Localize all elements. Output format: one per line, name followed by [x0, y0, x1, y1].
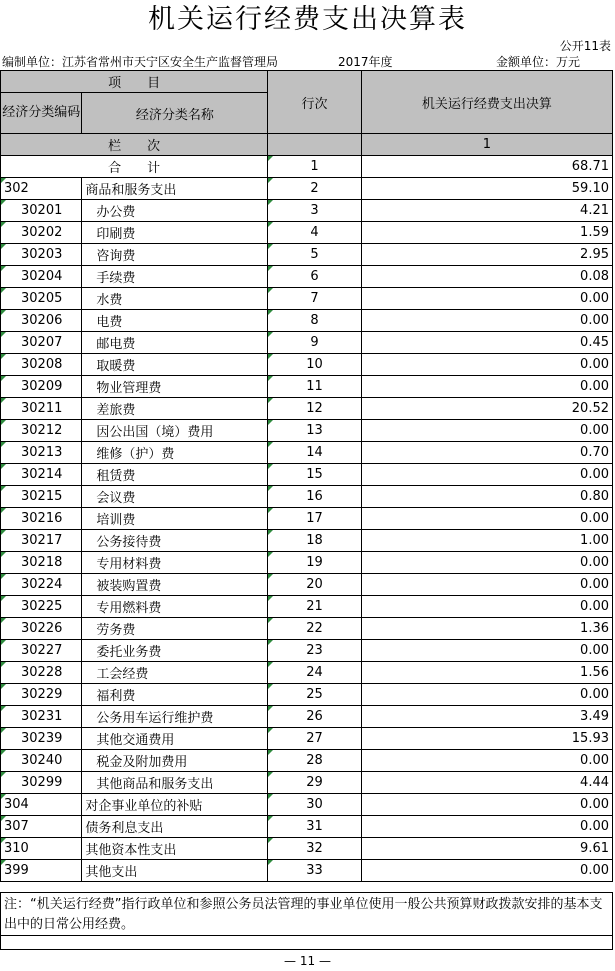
table-row: [1, 442, 613, 464]
row-amount: 20.52: [361, 398, 612, 420]
row-amount: 0.00: [361, 684, 612, 706]
table-row: [1, 684, 613, 706]
row-code: 30202: [1, 222, 82, 244]
row-name: 债务利息支出: [82, 816, 268, 838]
row-code: 30229: [1, 684, 82, 706]
table-row: [1, 310, 613, 332]
row-amount: 59.10: [361, 178, 612, 200]
row-code: 30218: [1, 552, 82, 574]
row-code: 30240: [1, 750, 82, 772]
row-code: 30215: [1, 486, 82, 508]
row-amount: 0.00: [361, 288, 612, 310]
table-row: [1, 354, 613, 376]
row-amount: 0.70: [361, 442, 612, 464]
row-code: 30201: [1, 200, 82, 222]
row-name: 工会经费: [82, 662, 268, 684]
table-row: [1, 552, 613, 574]
total-row: [1, 156, 613, 178]
total-line: 1: [268, 156, 361, 178]
lanci-label: 栏 次: [1, 134, 268, 156]
table-row: [1, 464, 613, 486]
row-line: 3: [268, 200, 361, 222]
row-code: 302: [1, 178, 82, 200]
table-row: [1, 398, 613, 420]
row-line: 15: [268, 464, 361, 486]
row-name: 委托业务费: [82, 640, 268, 662]
row-amount: 15.93: [361, 728, 612, 750]
total-label: 合 计: [1, 156, 268, 178]
row-line: 12: [268, 398, 361, 420]
table-row: [1, 288, 613, 310]
row-code: 30203: [1, 244, 82, 266]
row-line: 23: [268, 640, 361, 662]
table-row: [1, 332, 613, 354]
row-amount: 0.00: [361, 508, 612, 530]
row-name: 其他交通费用: [82, 728, 268, 750]
row-line: 24: [268, 662, 361, 684]
table-row: [1, 530, 613, 552]
row-line: 18: [268, 530, 361, 552]
table-row: [1, 772, 613, 794]
row-code: 30209: [1, 376, 82, 398]
table-number: 公开11表: [559, 39, 611, 53]
total-amount: 68.71: [361, 156, 612, 178]
row-line: 6: [268, 266, 361, 288]
row-code: 30204: [1, 266, 82, 288]
row-code: 30228: [1, 662, 82, 684]
row-amount: 1.56: [361, 662, 612, 684]
row-name: 租赁费: [82, 464, 268, 486]
row-name: 会议费: [82, 486, 268, 508]
row-code: 307: [1, 816, 82, 838]
table-row: [1, 706, 613, 728]
row-amount: 4.21: [361, 200, 612, 222]
row-amount: 1.36: [361, 618, 612, 640]
row-name: 邮电费: [82, 332, 268, 354]
row-amount: 0.00: [361, 464, 612, 486]
row-name: 物业管理费: [82, 376, 268, 398]
row-line: 33: [268, 860, 361, 882]
row-amount: 0.00: [361, 376, 612, 398]
table-row: [1, 618, 613, 640]
row-amount: 0.00: [361, 552, 612, 574]
table-row: [1, 596, 613, 618]
row-amount: 0.08: [361, 266, 612, 288]
table-row: [1, 750, 613, 772]
row-line: 4: [268, 222, 361, 244]
lanci-value: 1: [361, 134, 612, 156]
row-name: 咨询费: [82, 244, 268, 266]
table-row: [1, 376, 613, 398]
table-row: [1, 838, 613, 860]
row-code: 30212: [1, 420, 82, 442]
row-name: 专用材料费: [82, 552, 268, 574]
row-code: 30224: [1, 574, 82, 596]
row-line: 32: [268, 838, 361, 860]
table-row: [1, 794, 613, 816]
row-line: 19: [268, 552, 361, 574]
row-name: 税金及附加费用: [82, 750, 268, 772]
row-code: 399: [1, 860, 82, 882]
header-name: 经济分类名称: [82, 93, 268, 134]
row-line: 5: [268, 244, 361, 266]
table-row: [1, 640, 613, 662]
row-amount: 0.00: [361, 420, 612, 442]
table-row: [1, 486, 613, 508]
table-row: [1, 244, 613, 266]
row-name: 维修（护）费: [82, 442, 268, 464]
row-line: 17: [268, 508, 361, 530]
row-line: 31: [268, 816, 361, 838]
row-name: 差旅费: [82, 398, 268, 420]
expenditure-table: [0, 70, 613, 882]
table-row: [1, 860, 613, 882]
page-title: 机关运行经费支出决算表: [148, 4, 467, 35]
table-row: [1, 222, 613, 244]
row-line: 9: [268, 332, 361, 354]
row-line: 2: [268, 178, 361, 200]
row-line: 14: [268, 442, 361, 464]
row-name: 培训费: [82, 508, 268, 530]
row-code: 30231: [1, 706, 82, 728]
row-line: 7: [268, 288, 361, 310]
meta-row: [0, 54, 615, 70]
row-amount: 2.95: [361, 244, 612, 266]
row-code: 30299: [1, 772, 82, 794]
row-code: 30225: [1, 596, 82, 618]
row-amount: 0.00: [361, 750, 612, 772]
row-name: 因公出国（境）费用: [82, 420, 268, 442]
row-line: 26: [268, 706, 361, 728]
row-name: 公务接待费: [82, 530, 268, 552]
row-line: 29: [268, 772, 361, 794]
row-line: 8: [268, 310, 361, 332]
row-line: 13: [268, 420, 361, 442]
currency-unit: 金额单位：万元: [496, 55, 581, 69]
row-line: 20: [268, 574, 361, 596]
row-line: 22: [268, 618, 361, 640]
page-number: — 11 —: [284, 954, 331, 968]
row-code: 30207: [1, 332, 82, 354]
row-code: 30217: [1, 530, 82, 552]
header-line: 行次: [268, 71, 361, 134]
row-name: 印刷费: [82, 222, 268, 244]
table-row: [1, 420, 613, 442]
reporting-unit: 编制单位：江苏省常州市天宁区安全生产监督管理局: [2, 55, 279, 69]
fiscal-year: 2017年度: [338, 55, 393, 69]
header-item: 项 目: [1, 71, 268, 93]
row-name: 其他商品和服务支出: [82, 772, 268, 794]
row-name: 办公费: [82, 200, 268, 222]
row-code: 30211: [1, 398, 82, 420]
row-amount: 0.80: [361, 486, 612, 508]
row-name: 专用燃料费: [82, 596, 268, 618]
row-line: 21: [268, 596, 361, 618]
table-row: [1, 200, 613, 222]
lanci-empty: [268, 134, 361, 156]
row-line: 16: [268, 486, 361, 508]
row-code: 30214: [1, 464, 82, 486]
row-name: 其他资本性支出: [82, 838, 268, 860]
row-amount: 0.00: [361, 354, 612, 376]
row-code: 30206: [1, 310, 82, 332]
row-amount: 0.00: [361, 640, 612, 662]
table-row: [1, 728, 613, 750]
row-code: 30226: [1, 618, 82, 640]
row-amount: 0.00: [361, 794, 612, 816]
row-amount: 4.44: [361, 772, 612, 794]
row-name: 其他支出: [82, 860, 268, 882]
row-name: 手续费: [82, 266, 268, 288]
row-amount: 0.45: [361, 332, 612, 354]
row-code: 30227: [1, 640, 82, 662]
row-amount: 1.00: [361, 530, 612, 552]
row-name: 劳务费: [82, 618, 268, 640]
row-name: 水费: [82, 288, 268, 310]
row-line: 30: [268, 794, 361, 816]
row-name: 公务用车运行维护费: [82, 706, 268, 728]
row-code: 30216: [1, 508, 82, 530]
footnote: 注：“机关运行经费”指行政单位和参照公务员法管理的事业单位使用一般公共预算财政拨款安排的基本支出中的日常公用经费。: [0, 892, 613, 936]
row-name: 被装购置费: [82, 574, 268, 596]
row-line: 25: [268, 684, 361, 706]
row-code: 310: [1, 838, 82, 860]
table-row: [1, 508, 613, 530]
row-line: 10: [268, 354, 361, 376]
table-row: [1, 816, 613, 838]
footnote-spacer: [0, 936, 613, 950]
row-code: 30213: [1, 442, 82, 464]
row-amount: 0.00: [361, 310, 612, 332]
header-code: 经济分类编码: [1, 93, 82, 134]
table-row: [1, 662, 613, 684]
row-name: 福利费: [82, 684, 268, 706]
row-line: 28: [268, 750, 361, 772]
table-row: [1, 178, 613, 200]
header-amount: 机关运行经费支出决算: [361, 71, 612, 134]
row-name: 取暖费: [82, 354, 268, 376]
row-amount: 0.00: [361, 860, 612, 882]
row-code: 30208: [1, 354, 82, 376]
row-amount: 0.00: [361, 816, 612, 838]
row-code: 304: [1, 794, 82, 816]
row-code: 30205: [1, 288, 82, 310]
row-code: 30239: [1, 728, 82, 750]
row-amount: 0.00: [361, 596, 612, 618]
row-name: 电费: [82, 310, 268, 332]
row-line: 27: [268, 728, 361, 750]
row-name: 商品和服务支出: [82, 178, 268, 200]
table-row: [1, 266, 613, 288]
row-amount: 9.61: [361, 838, 612, 860]
row-name: 对企事业单位的补贴: [82, 794, 268, 816]
table-row: [1, 574, 613, 596]
row-amount: 3.49: [361, 706, 612, 728]
row-line: 11: [268, 376, 361, 398]
row-amount: 0.00: [361, 574, 612, 596]
row-amount: 1.59: [361, 222, 612, 244]
